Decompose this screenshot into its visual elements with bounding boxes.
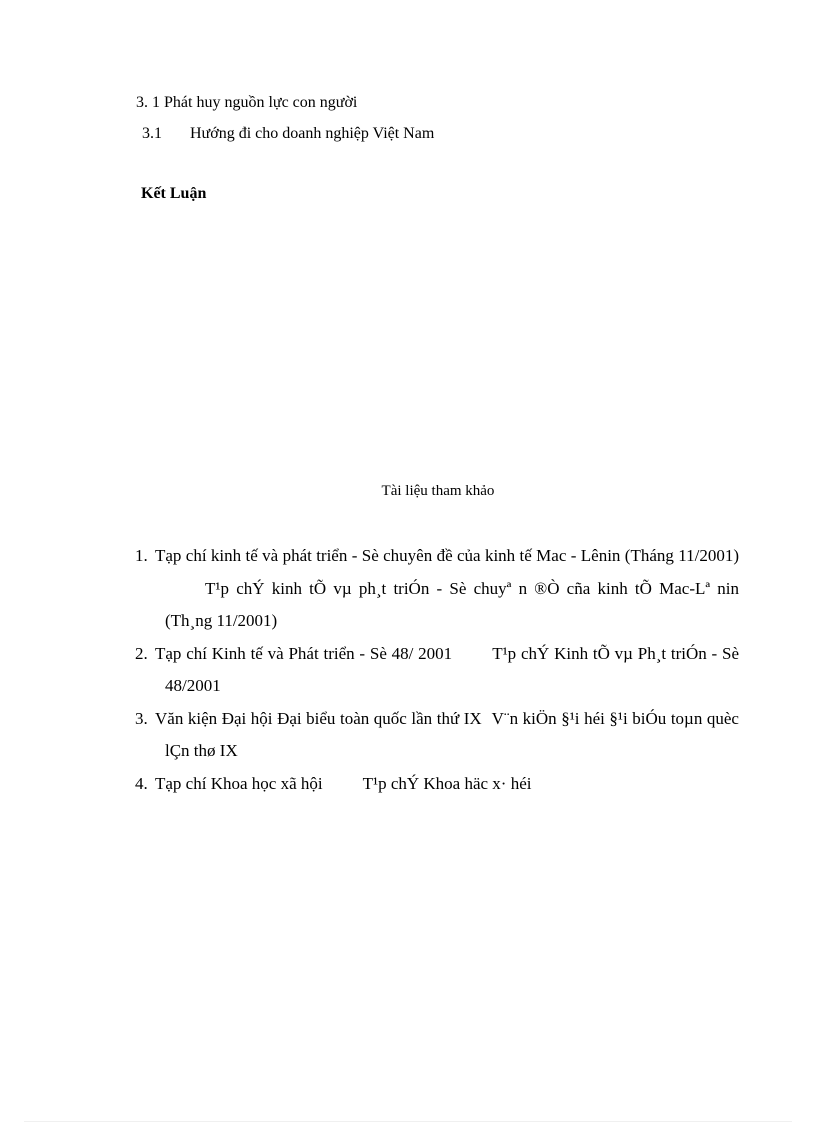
reference-text: Tạp chí kinh tế và phát triển - Sè chuyên đề của kinh tế Mac - Lênin (Tháng 11/2001) (155, 546, 739, 565)
reference-text: Tạp chí Kinh tế và Phát triển - Sè 48/ 2001 (155, 643, 453, 663)
reference-item (135, 540, 739, 638)
references-title: Tài liệu tham khảo (381, 483, 495, 499)
reference-item (135, 768, 739, 801)
reference-text: Văn kiện Đại hội Đại biểu toàn quốc lần thứ IX (155, 708, 482, 728)
toc-item-text: Hướng đi cho doanh nghiệp Việt Nam (190, 125, 435, 142)
reference-garbled-text: V¨n kiÖn §¹i héi §¹i biÓu toµn quèc lÇn thø IX (165, 708, 739, 760)
toc-item-3-1-enterprise-direction (142, 125, 434, 143)
toc-item-number: 3.1 (142, 125, 162, 142)
page-bottom-edge (24, 1121, 792, 1122)
reference-garbled-text: T¹p chÝ kinh tÕ vµ ph¸t triÓn - Sè chuyª n ®Ò cña kinh tÕ Mac-Lª nin (Th¸ng 11/2001) (165, 578, 739, 630)
reference-garbled-text: T¹p chÝ Khoa häc x· héi (362, 773, 532, 793)
toc-item-3-1-human-resources: 3. 1 Phát huy nguồn lực con người (136, 94, 358, 111)
reference-garbled-text: T¹p chÝ Kinh tÕ vµ Ph¸t triÓn - Sè 48/2001 (165, 643, 739, 695)
reference-item (135, 703, 739, 768)
reference-list (135, 540, 739, 800)
reference-number: 2. (135, 643, 148, 663)
reference-number: 3. (135, 708, 148, 728)
reference-number: 1. (135, 546, 148, 565)
reference-text: Tạp chí Khoa học xã hội (155, 773, 323, 793)
reference-item (135, 638, 739, 703)
conclusion-heading: Kết Luận (141, 185, 207, 202)
reference-number: 4. (135, 773, 148, 793)
